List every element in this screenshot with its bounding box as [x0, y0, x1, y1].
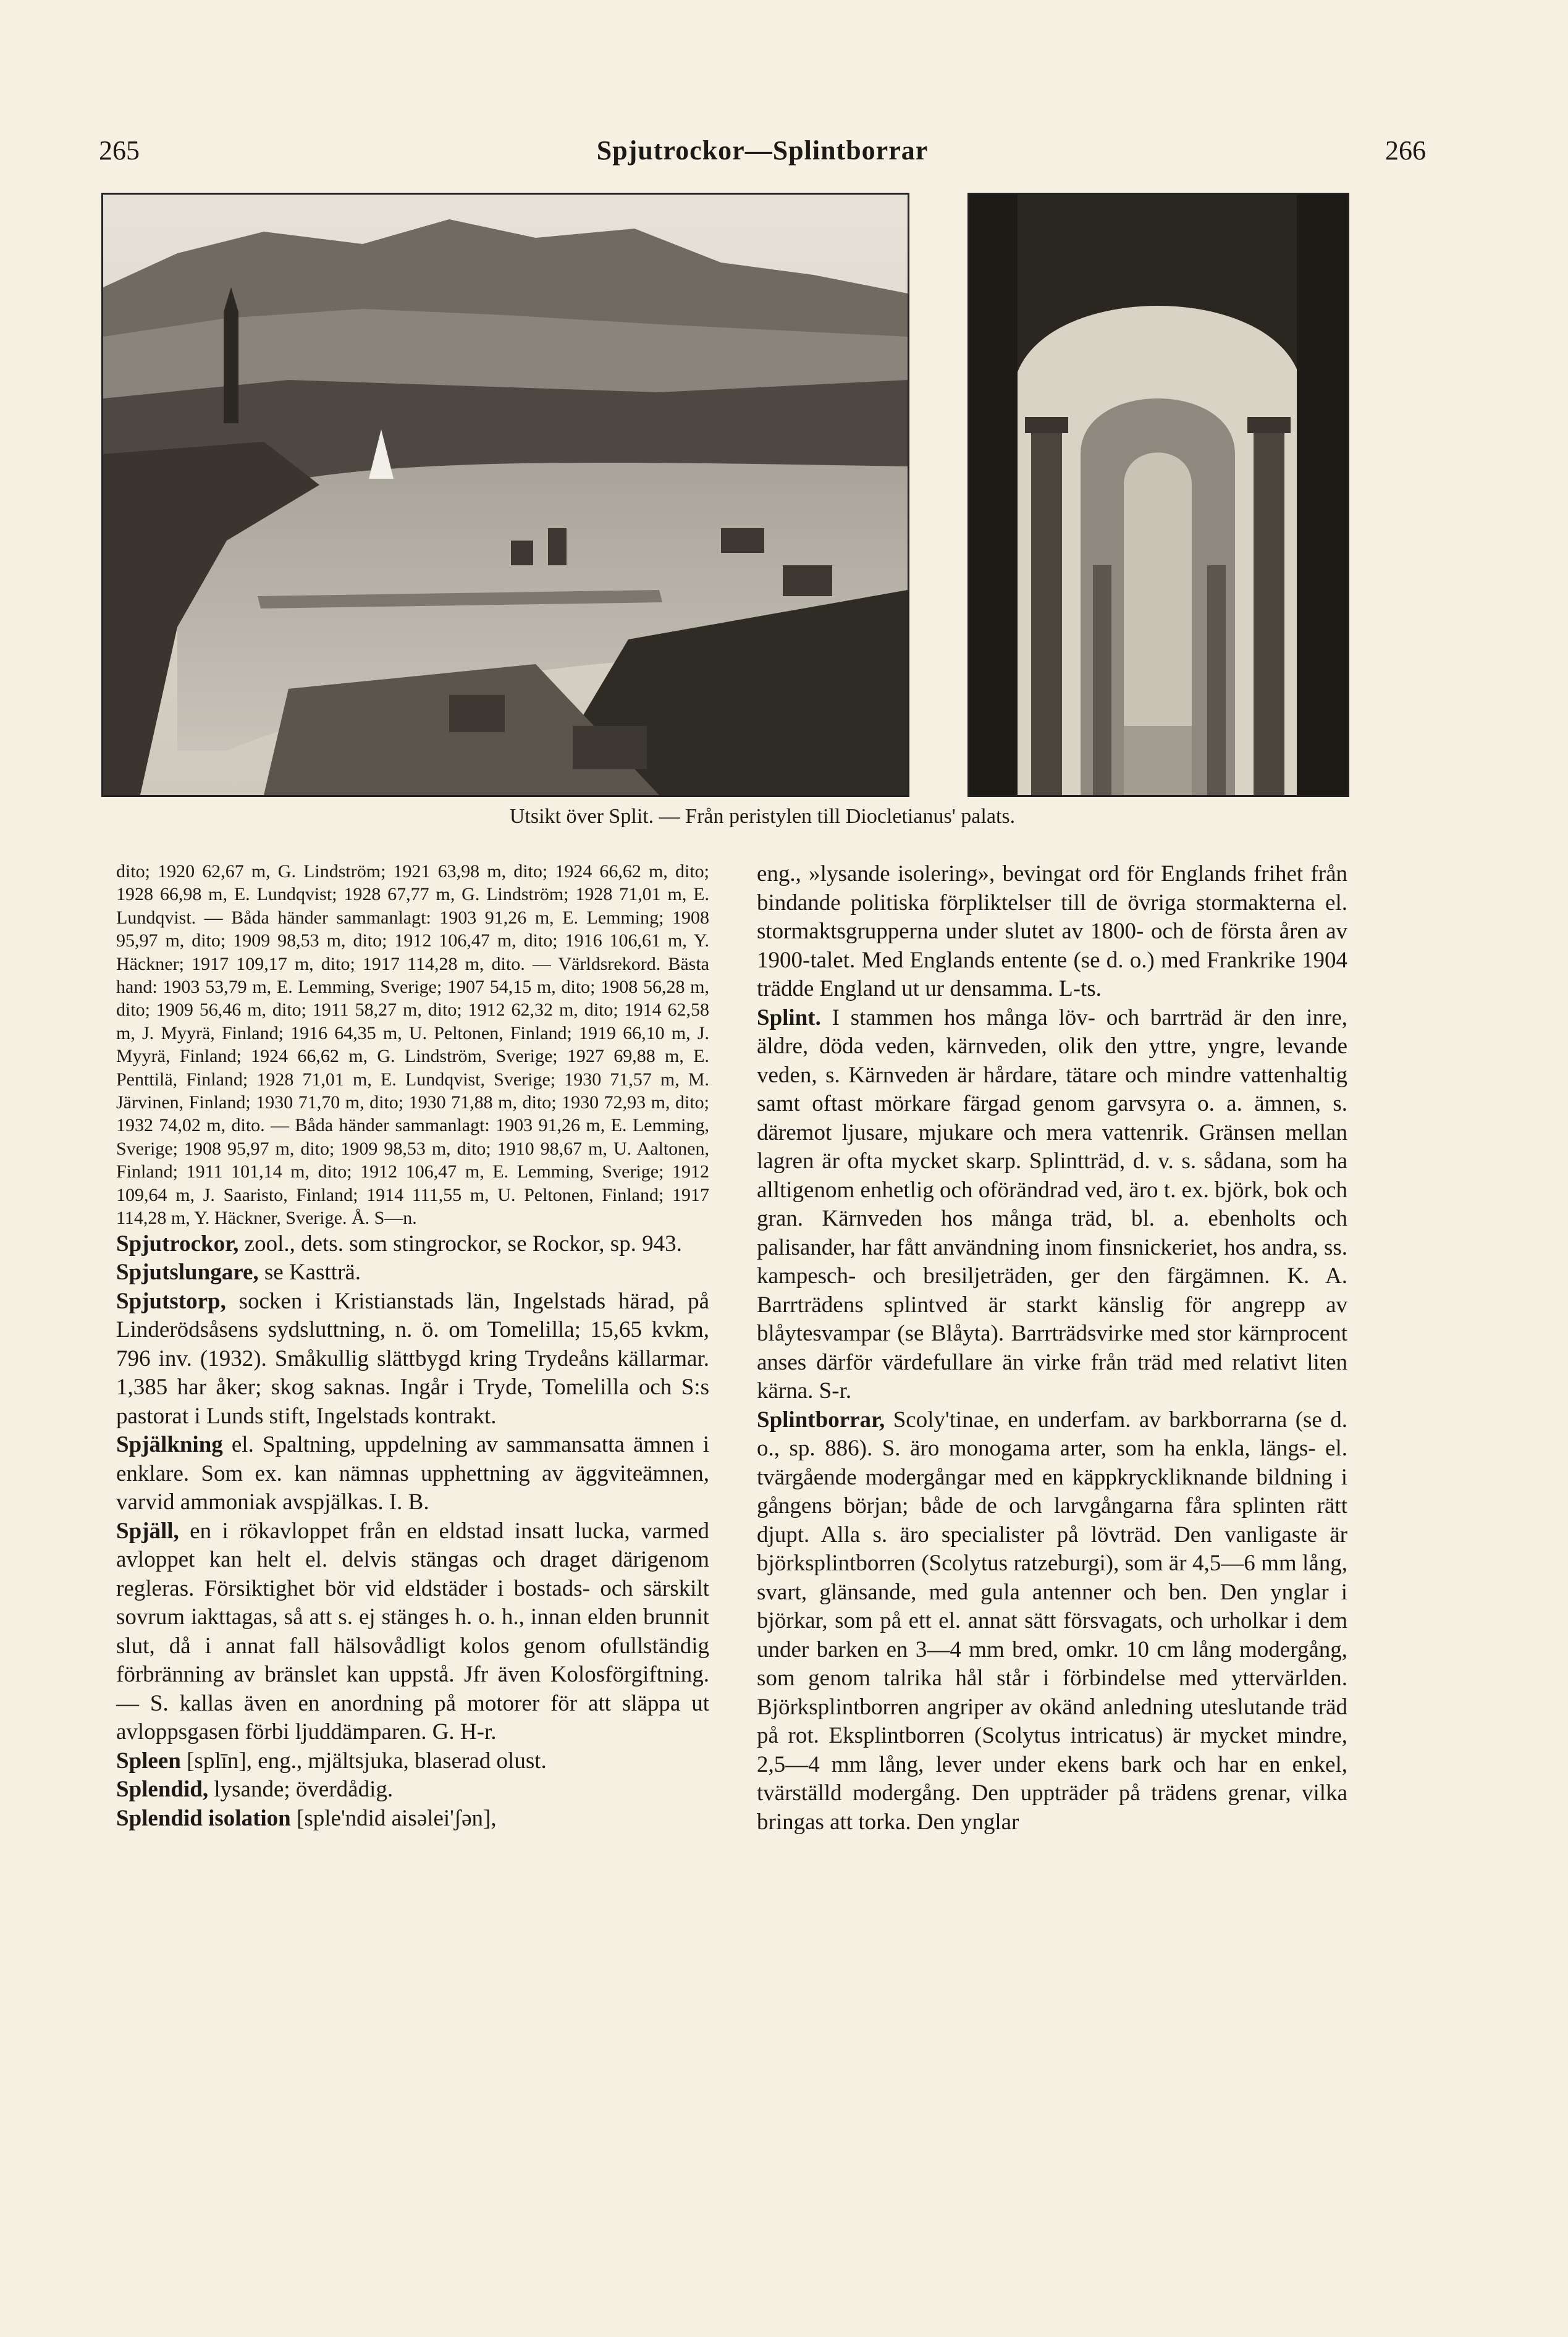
- headword: Spjutstorp,: [116, 1288, 226, 1314]
- entry-text: en i rökavloppet från en eldstad insatt lucka, varmed avloppet kan helt el. delvis stängas och draget därigenom regleras. Försiktighet bör vid eldstäder i bostads- och särskilt sovrum iakttagas, så att s. ej stänges h. o. h., innan elden brunnit slut, då i annat fall hälsovådligt kolos genom ofullständig förbränning av bränslet kan uppstå. Jfr även Kolosförgiftning. — S. kallas även en anordning på motorer för att släppa ut avloppsgasen förbi ljuddämparen. G. H-r.: [116, 1518, 709, 1745]
- photo-peristyle: [967, 193, 1349, 797]
- entry-splintborrar: [757, 1406, 1347, 1837]
- headword: Spjälkning: [116, 1432, 223, 1457]
- headword: Spleen: [116, 1748, 181, 1774]
- entry-text: se Kastträ.: [258, 1260, 361, 1285]
- headword: Spjutrockor,: [116, 1231, 239, 1257]
- page-number-right: 266: [1385, 135, 1426, 166]
- headword: Splint.: [757, 1004, 821, 1030]
- headword: Splendid,: [116, 1777, 209, 1802]
- headword: Splendid isolation: [116, 1805, 291, 1831]
- page-number-left: 265: [99, 135, 140, 166]
- entry-spleen: [116, 1747, 709, 1776]
- entry-splint: [757, 1004, 1347, 1406]
- entry-spjutstorp: [116, 1287, 709, 1431]
- left-column: [116, 860, 709, 1833]
- entry-spjalkning: [116, 1431, 709, 1517]
- entry-text: lysande; överdådig.: [208, 1777, 394, 1802]
- entry-text: Scoly'tinae, en underfam. av barkborrarna (se d. o., sp. 886). S. äro monogama arter, som ha enkla, längs- el. tvärgående modergångar med en käppkryckliknande bildning i gångens början; både de och larvgångarna fåra splinten rätt djupt. Alla s. äro specialister på lövträd. Den vanligaste är björksplintborren (Scolytus ratzeburgi), som är 4,5—6 mm lång, svart, glänsande, med gula antenner och ben. Den ynglar i björkar, som på ett el. annat sätt försvagats, och urholkar i dem under barken en 3—4 mm bred, omkr. 10 cm lång modergång, som genom talrika hål står i förbindelse med yttervärlden. Björksplintborren angriper av okänd anledning uteslutande träd på rot. Eksplintborren (Scolytus intricatus) är mycket mindre, 2,5—4 mm lång, lever under ekens bark och har en enkel, tvärställd modergång. Den uppträder på trädens grenar, vilka bringas att torka. Den ynglar: [757, 1407, 1347, 1835]
- entry-text: zool., dets. som stingrockor, se Rockor, sp. 943.: [238, 1231, 682, 1257]
- entry-splendid-isolation: [116, 1804, 709, 1834]
- entry-continuation: eng., »lysande isolering», bevingat ord för Englands frihet från bindande politiska förpliktelser till de övriga stormakterna el. stormaktsgrupperna under slutet av 1800- och de första åren av 1900-talet. Med Englands entente (se d. o.) med Frankrike 1904 trädde England ut ur densamma. L-ts.: [757, 861, 1347, 1001]
- running-head: [99, 135, 1426, 172]
- entry-splendid: [116, 1775, 709, 1804]
- entry-spjutrockor: [116, 1230, 709, 1259]
- right-column: [757, 860, 1347, 1837]
- athletics-records-text: dito; 1920 62,67 m, G. Lindström; 1921 63,98 m, dito; 1924 66,62 m, dito; 1928 66,98 m, E. Lundqvist; 1928 67,77 m, G. Lindström; 1928 71,01 m, E. Lundqvist. — Båda händer sammanlagt: 1903 91,26 m, E. Lemming; 1908 95,97 m, dito; 1909 98,53 m, dito; 1912 106,47 m, dito; 1916 106,61 m, Y. Häckner; 1917 109,17 m, dito; 1917 114,28 m, dito. — Världsrekord. Bästa hand: 1903 53,79 m, E. Lemming, Sverige; 1907 54,15 m, dito; 1908 56,28 m, dito; 1909 56,46 m, dito; 1911 58,27 m, dito; 1912 62,32 m, dito; 1914 62,58 m, J. Myyrä, Finland; 1916 64,35 m, U. Peltonen, Finland; 1919 66,10 m, J. Myyrä, Finland; 1924 66,62 m, G. Lindström, Sverige; 1927 69,88 m, E. Penttilä, Finland; 1928 71,01 m, E. Lundqvist, Sverige; 1930 71,57 m, M. Järvinen, Finland; 1930 71,70 m, dito; 1930 71,88 m, dito; 1930 72,93 m, dito; 1932 74,02 m, dito. — Båda händer sammanlagt: 1903 91,26 m, E. Lemming, Sverige; 1908 95,97 m, dito; 1909 98,53 m, dito; 1910 98,67 m, U. Aaltonen, Finland; 1911 101,14 m, dito; 1912 106,47 m, E. Lemming, Sverige; 1912 109,64 m, J. Saaristo, Finland; 1914 111,55 m, U. Peltonen, Finland; 1917 114,28 m, Y. Häckner, Sverige. Å. S—n.: [116, 861, 709, 1229]
- arch-photo-illustration: [969, 195, 1347, 795]
- headword: Splintborrar,: [757, 1407, 885, 1433]
- entry-text: el. Spaltning, uppdelning av sammansatta ämnen i enklare. Som ex. kan nämnas upphettning av äggviteämnen, varvid ammoniak avspjälkas. I. B.: [116, 1432, 709, 1515]
- entry-text: socken i Kristianstads län, Ingelstads härad, på Linderödsåsens sydsluttning, n. ö. om Tomelilla; 15,65 kvkm, 796 inv. (1932). Småkullig slättbygd kring Trydeåns källarmar. 1,385 har åker; skog saknas. Ingår i Tryde, Tomelilla och S:s pastorat i Lunds stift, Ingelstads kontrakt.: [116, 1288, 709, 1429]
- running-title: Spjutrockor—Splintborrar: [596, 135, 929, 166]
- entry-text: [splīn], eng., mjältsjuka, blaserad olust.: [180, 1748, 547, 1774]
- entry-text: I stammen hos många löv- och barrträd är den inre, äldre, döda veden, kärnveden, olik den yttre, yngre, levande veden, s. Kärnveden är hårdare, tätare och mindre vattenhaltig samt oftast mörkare färgad genom garvsyra o. a. ämnen, s. däremot ljusare, mjukare och mera vattenrik. Gränsen mellan lagren är ofta mycket skarp. Splintträd, d. v. s. sådana, som ha alltigenom enhetlig och oförändrad ved, äro t. ex. björk, bok och gran. Kärnveden hos många träd, bl. a. ebenholts och palisander, har fått användning inom finsnickeriet, hos andra, ss. kampesch- och bresiljeträden, ger den färgämnen. K. A. Barrträdens splintved är starkt känslig för angrepp av blåytesvampar (se Blåyta). Barrträdsvirke med stor kärnprocent anses därför värdefullare än virke från träd med relativt liten kärna. S-r.: [757, 1004, 1347, 1404]
- figure-caption: Utsikt över Split. — Från peristylen till Diocletianus' palats.: [509, 805, 1016, 828]
- entry-spjutslungare: [116, 1258, 709, 1287]
- entry-text: [sple'ndid aisəlei'ʃən],: [290, 1805, 497, 1831]
- entry-spjall: [116, 1517, 709, 1747]
- harbor-photo-illustration: [103, 195, 908, 795]
- photo-split-view: [101, 193, 909, 797]
- headword: Spjäll,: [116, 1518, 179, 1544]
- headword: Spjutslungare,: [116, 1260, 259, 1285]
